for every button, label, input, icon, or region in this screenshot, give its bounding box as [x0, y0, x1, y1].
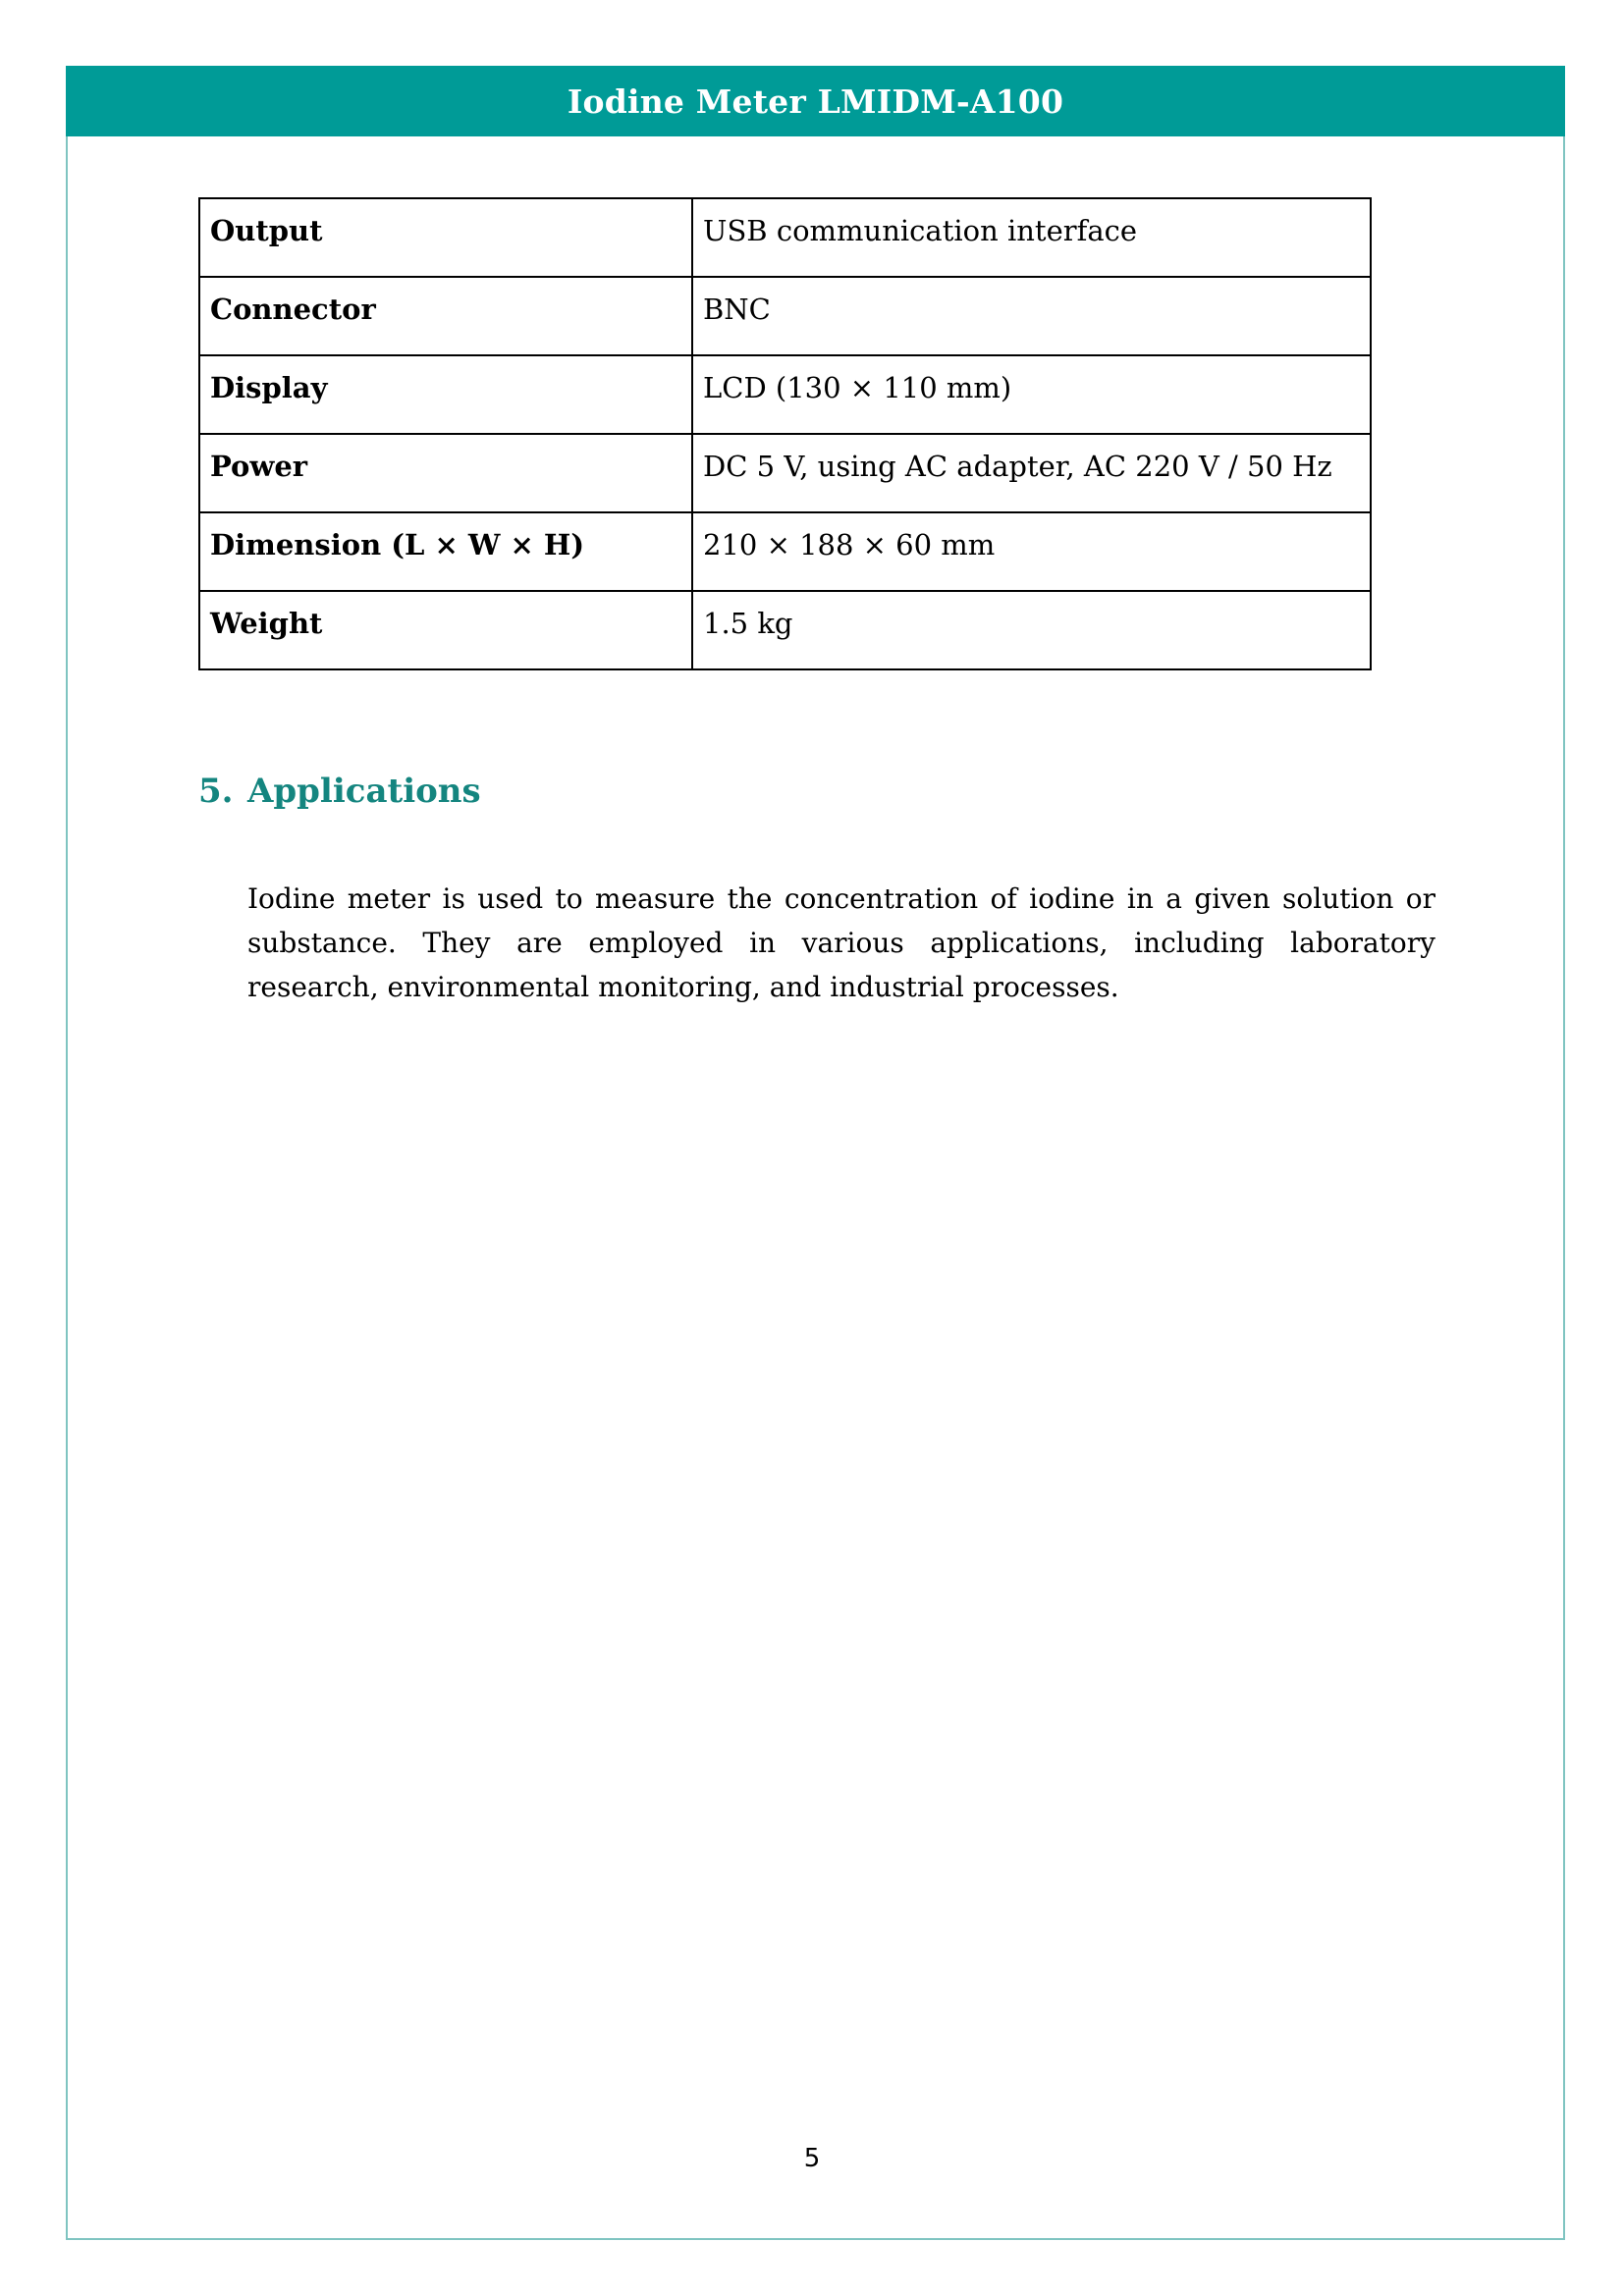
spec-value-dimension: 210 × 188 × 60 mm	[692, 512, 1371, 591]
spec-label-output: Output	[199, 198, 692, 277]
spec-label-dimension: Dimension (L × W × H)	[199, 512, 692, 591]
header-bar	[66, 66, 1565, 136]
section-title: Applications	[247, 772, 481, 811]
page-number: 5	[803, 2144, 821, 2173]
section-heading	[198, 772, 481, 811]
table-row	[199, 512, 1371, 591]
spec-label-display: Display	[199, 355, 692, 434]
section-number: 5.	[198, 772, 234, 811]
spec-value-output: USB communication interface	[692, 198, 1371, 277]
spec-value-power: DC 5 V, using AC adapter, AC 220 V / 50 Hz	[692, 434, 1371, 512]
table-row	[199, 591, 1371, 669]
spec-label-power: Power	[199, 434, 692, 512]
spec-label-connector: Connector	[199, 277, 692, 355]
spec-value-display: LCD (130 × 110 mm)	[692, 355, 1371, 434]
table-row	[199, 355, 1371, 434]
document-title: Iodine Meter LMIDM-A100	[567, 81, 1064, 121]
spec-label-weight: Weight	[199, 591, 692, 669]
table-row	[199, 277, 1371, 355]
specifications-table	[198, 197, 1372, 670]
table-row	[199, 434, 1371, 512]
section-paragraph: Iodine meter is used to measure the concentration of iodine in a given solution or substance. They are employed in various applications, including laboratory research, environmental monitoring, and industrial processes.	[247, 882, 1435, 1003]
table-row	[199, 198, 1371, 277]
spec-value-weight: 1.5 kg	[692, 591, 1371, 669]
spec-value-connector: BNC	[692, 277, 1371, 355]
